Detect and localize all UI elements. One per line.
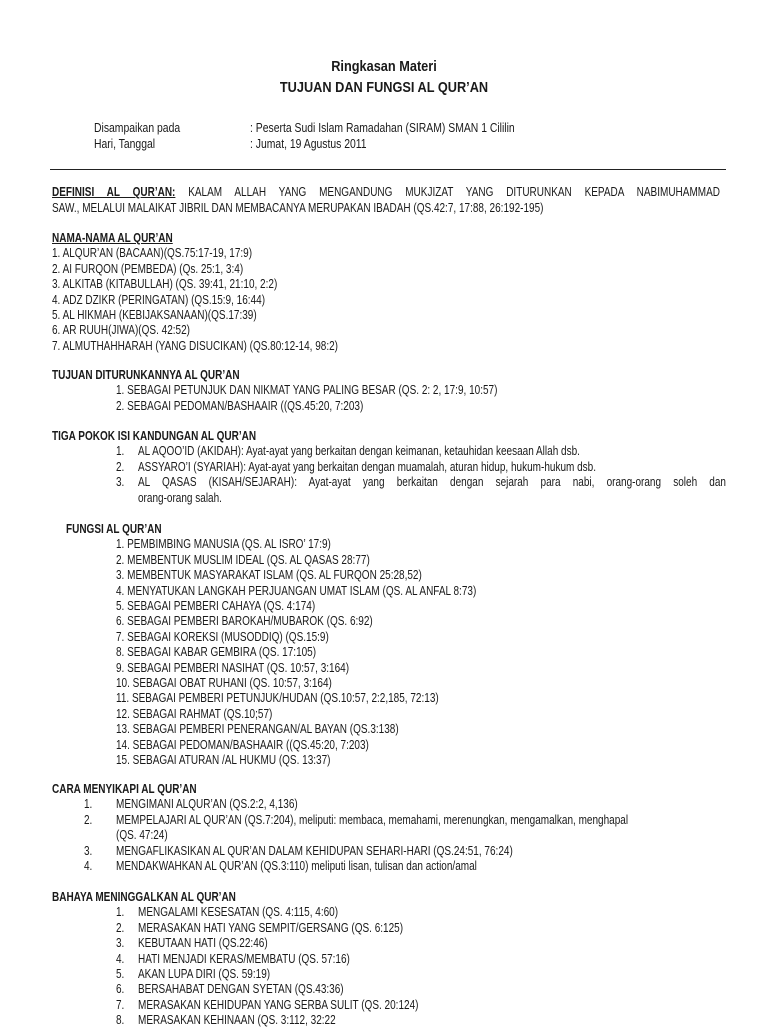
list-item: 6. SEBAGAI PEMBERI BAROKAH/MUBAROK (QS. 6:92) [116, 614, 373, 629]
list-item: 1. SEBAGAI PETUNJUK DAN NIKMAT YANG PALING BESAR (QS. 2: 2, 17:9, 10:57) [116, 383, 498, 398]
definition-text: KALAM ALLAH YANG MENGANDUNG MUKJIZAT YANG DITURUNKAN KEPADA NABIMUHAMMAD [175, 185, 720, 199]
list-item: AL AQOO’ID (AKIDAH): Ayat-ayat yang berkaitan dengan keimanan, ketauhidan keesaan Allah dsb. [138, 444, 580, 459]
list-item: 12. SEBAGAI RAHMAT (QS.10;57) [116, 706, 273, 721]
definition-label: DEFINISI AL QUR’AN: [52, 185, 176, 199]
list-item: 2. SEBAGAI PEDOMAN/BASHAAIR ((QS.45:20, 7:203) [116, 398, 364, 413]
list-item-number: 2. [84, 812, 93, 827]
list-item: 1. ALQUR’AN (BACAAN)(QS.75:17-19, 17:9) [52, 246, 253, 261]
list-item: 2. MEMBENTUK MUSLIM IDEAL (QS. AL QASAS 28:77) [116, 552, 370, 567]
list-item-number: 4. [84, 859, 93, 873]
list-item: 4. ADZ DZIKR (PERINGATAN) (QS.15:9, 16:44) [52, 292, 266, 307]
list-item-number: 6. [116, 982, 125, 997]
meta-label: Disampaikan pada [94, 120, 181, 135]
list-item-number: 3. [116, 475, 125, 490]
list-item-number: 5. [116, 967, 125, 981]
list-item-number: 2. [116, 459, 125, 474]
list-item: 1. PEMBIMBING MANUSIA (QS. AL ISRO’ 17:9) [116, 537, 331, 552]
meta-value: : Peserta Sudi Islam Ramadahan (SIRAM) SMAN 1 Cililin [250, 120, 515, 135]
definition-line: SAW., MELALUI MALAIKAT JIBRIL DAN MEMBACANYA MERUPAKAN IBADAH (QS.42:7, 17:88, 26:192-195) [52, 201, 544, 215]
document-title: Ringkasan Materi [331, 58, 437, 75]
section-heading: FUNGSI AL QUR’AN [66, 522, 162, 536]
list-item-number: 7. [116, 997, 125, 1012]
list-item: 8. SEBAGAI KABAR GEMBIRA (QS. 17:105) [116, 645, 317, 660]
list-item-number: 8. [116, 1013, 125, 1028]
list-item: ASSYARO’I (SYARIAH): Ayat-ayat yang berkaitan dengan muamalah, aturan hidup, hukum-hukum dsb. [138, 459, 597, 474]
section-heading: TIGA POKOK ISI KANDUNGAN AL QUR’AN [52, 429, 257, 443]
list-item: 3. ALKITAB (KITABULLAH) (QS. 39:41, 21:10, 2:2) [52, 277, 278, 292]
list-item: MERASAKAN KEHIDUPAN YANG SERBA SULIT (QS. 20:124) [138, 997, 419, 1012]
list-item: MENDAKWAHKAN AL QUR’AN (QS.3:110) meliputi lisan, tulisan dan action/amal [116, 859, 477, 873]
list-item: 5. SEBAGAI PEMBERI CAHAYA (QS. 4:174) [116, 599, 316, 613]
list-item: 9. SEBAGAI PEMBERI NASIHAT (QS. 10:57, 3:164) [116, 660, 350, 675]
list-item-number: 4. [116, 951, 125, 966]
list-item: MEMPELAJARI AL QUR’AN (QS.7:204), meliputi: membaca, memahami, merenungkan, mengamalkan, menghapal [116, 812, 629, 827]
list-item-number: 3. [84, 843, 93, 858]
section-heading: CARA MENYIKAPI AL QUR’AN [52, 782, 197, 796]
list-item: 11. SEBAGAI PEMBERI PETUNJUK/HUDAN (QS.10:57, 2:2,185, 72:13) [116, 691, 439, 706]
list-item: 5. AL HIKMAH (KEBIJAKSANAAN)(QS.17:39) [52, 308, 257, 322]
list-item: 14. SEBAGAI PEDOMAN/BASHAAIR ((QS.45:20, 7:203) [116, 737, 369, 752]
list-item: HATI MENJADI KERAS/MEMBATU (QS. 57:16) [138, 951, 350, 966]
list-item: MENGALAMI KESESATAN (QS. 4:115, 4:60) [138, 905, 339, 920]
list-item: KEBUTAAN HATI (QS.22:46) [138, 936, 268, 951]
list-item: 7. ALMUTHAHHARAH (YANG DISUCIKAN) (QS.80:12-14, 98:2) [52, 338, 339, 353]
list-item: AL QASAS (KISAH/SEJARAH): Ayat-ayat yang berkaitan dengan sejarah para nabi, orang-orang soleh dan [138, 475, 726, 490]
list-item: MERASAKAN KEHINAAN (QS. 3:112, 32:22 [138, 1013, 336, 1028]
meta-value: : Jumat, 19 Agustus 2011 [250, 136, 367, 151]
list-item-number: 1. [116, 905, 125, 920]
section-heading: NAMA-NAMA AL QUR’AN [52, 231, 173, 245]
list-item: 13. SEBAGAI PEMBERI PENERANGAN/AL BAYAN (QS.3:138) [116, 722, 399, 737]
list-item-number: 3. [116, 936, 125, 951]
divider [50, 169, 726, 170]
list-item-continued: (QS. 47:24) [116, 828, 168, 843]
document-subtitle: TUJUAN DAN FUNGSI AL QUR’AN [279, 79, 489, 96]
list-item: 6. AR RUUH(JIWA)(QS. 42:52) [52, 323, 190, 338]
list-item-number: 1. [84, 797, 93, 812]
list-item: MERASAKAN HATI YANG SEMPIT/GERSANG (QS. 6:125) [138, 920, 404, 935]
list-item-number: 2. [116, 920, 125, 935]
list-item: MENGAFLIKASIKAN AL QUR’AN DALAM KEHIDUPAN SEHARI-HARI (QS.24:51, 76:24) [116, 843, 513, 858]
list-item: 10. SEBAGAI OBAT RUHANI (QS. 10:57, 3:164) [116, 676, 332, 690]
list-item-number: 1. [116, 444, 125, 459]
list-item: 15. SEBAGAI ATURAN /AL HUKMU (QS. 13:37) [116, 753, 331, 767]
list-item: BERSAHABAT DENGAN SYETAN (QS.43:36) [138, 982, 344, 997]
list-item-continued: orang-orang salah. [138, 490, 222, 505]
definition-line [52, 185, 720, 200]
list-item: 2. AI FURQON (PEMBEDA) (Qs. 25:1, 3:4) [52, 261, 244, 276]
list-item: 3. MEMBENTUK MASYARAKAT ISLAM (QS. AL FURQON 25:28,52) [116, 568, 422, 583]
list-item: AKAN LUPA DIRI (QS. 59:19) [138, 967, 271, 981]
list-item: 4. MENYATUKAN LANGKAH PERJUANGAN UMAT ISLAM (QS. AL ANFAL 8:73) [116, 583, 477, 598]
section-heading: TUJUAN DITURUNKANNYA AL QUR’AN [52, 368, 240, 382]
meta-label: Hari, Tanggal [94, 136, 156, 151]
list-item: MENGIMANI ALQUR’AN (QS.2:2, 4,136) [116, 797, 298, 812]
list-item: 7. SEBAGAI KOREKSI (MUSODDIQ) (QS.15:9) [116, 629, 329, 644]
section-heading: BAHAYA MENINGGALKAN AL QUR’AN [52, 890, 236, 904]
